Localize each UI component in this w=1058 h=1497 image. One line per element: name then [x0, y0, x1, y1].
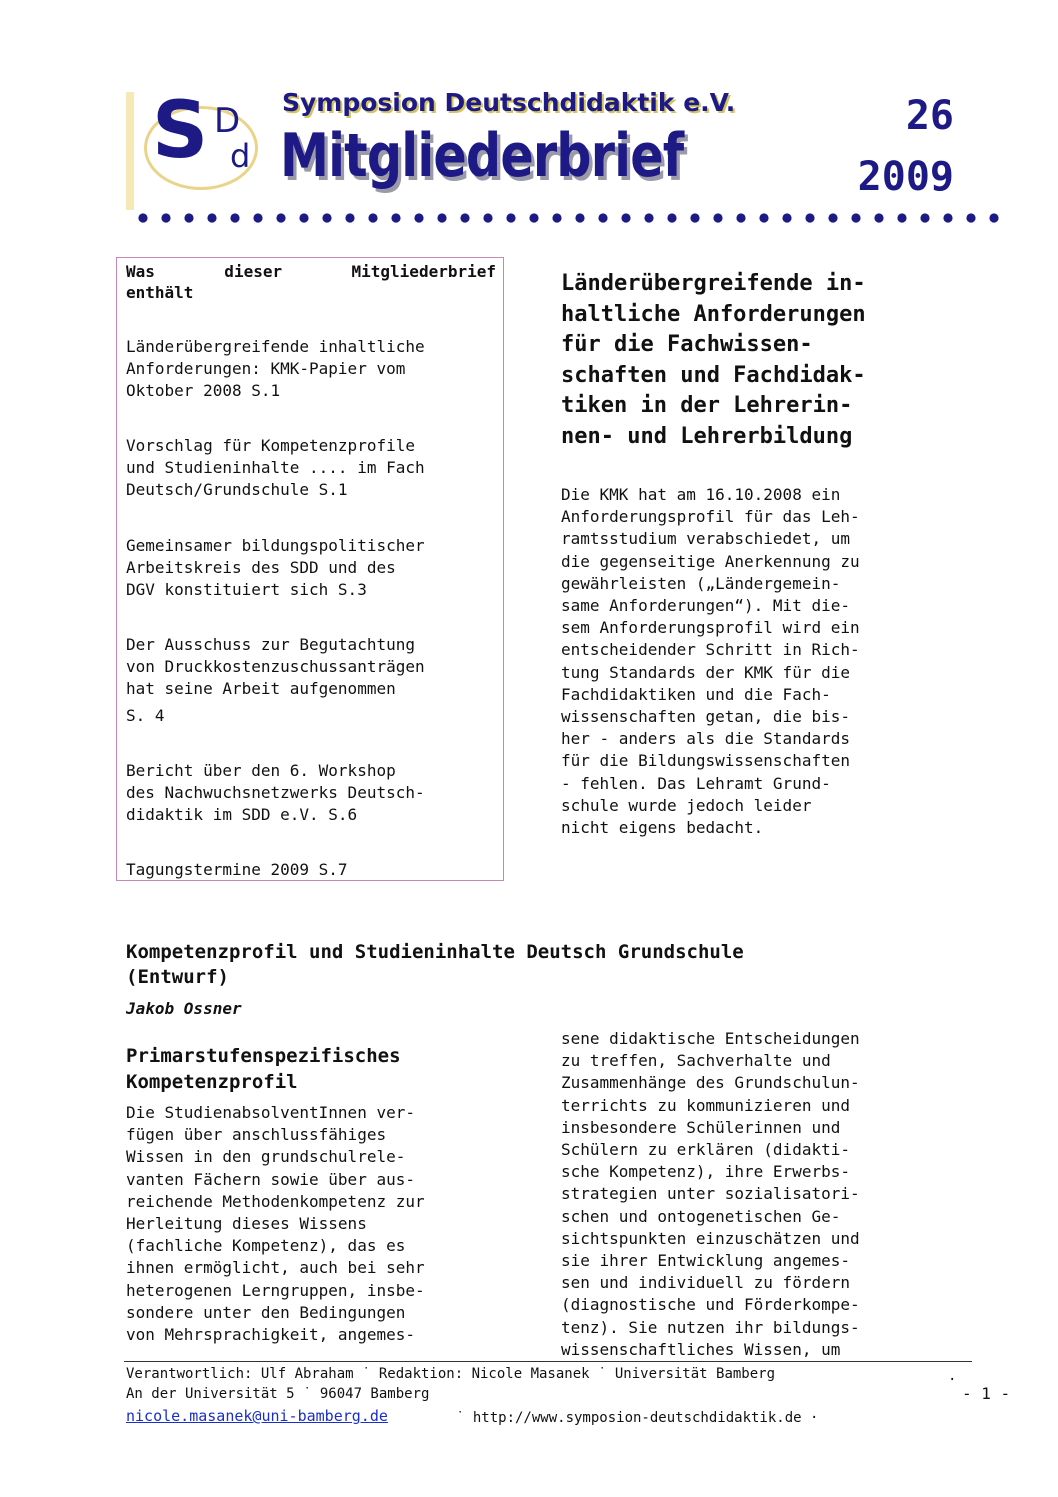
divider-dot — [276, 213, 285, 222]
toc-item: Länderübergreifende inhaltliche Anforderungen: KMK-Papier vom Oktober 2008 S.1 — [126, 337, 425, 400]
divider-dot — [736, 213, 745, 222]
divider-dot — [552, 213, 561, 222]
section-title: Kompetenzprofil und Studieninhalte Deutsch Grundschule (Entwurf) — [126, 941, 744, 988]
divider-dot — [184, 213, 193, 222]
toc-item: Tagungstermine 2009 S.7 — [126, 860, 348, 879]
divider-dot — [299, 213, 308, 222]
organization-name: Symposion Deutschdidaktik e.V. — [282, 88, 736, 117]
divider-dot — [828, 213, 837, 222]
divider-dot — [437, 213, 446, 222]
divider-dot — [138, 213, 147, 222]
divider-dot — [805, 213, 814, 222]
footer-rule — [124, 1361, 972, 1362]
divider-dot — [391, 213, 400, 222]
logo-accent-bar — [126, 92, 134, 210]
divider-dot — [966, 213, 975, 222]
divider-dot — [989, 213, 998, 222]
divider-dot — [874, 213, 883, 222]
toc-item: Der Ausschuss zur Begutachtung von Druckkostenzuschussanträgen hat seine Arbeit aufgenommen — [126, 635, 425, 698]
logo-letter-d-lower: d — [230, 137, 251, 175]
section-author: Jakob Ossner — [126, 999, 242, 1018]
toc-heading: Was dieser Mitgliederbrief — [126, 262, 496, 281]
divider-dot — [644, 213, 653, 222]
logo-letter-d-upper: D — [214, 101, 241, 141]
toc-item: S. 4 — [126, 706, 165, 725]
issue-year: 2009 — [857, 154, 954, 200]
issue-number: 26 — [905, 93, 954, 139]
divider-dot — [414, 213, 423, 222]
divider-dot — [483, 213, 492, 222]
body-column-right: sene didaktische Entscheidungen zu treffen, Sachverhalte und Zusammenhänge des Grundschulun- terrichts zu kommunizieren und insbesondere Schülerinnen und Schülern zu erklären (didakti- sche Kompetenz), ihre Erwerbs- strategien unter sozialisatori- schen und ontogenetischen Ge- sichtspunkten einzuschätzen und sie ihrer Entwicklung angemes- sen und individuell zu fördern (diagnostische und Förderkompe- tenz). Sie nutzen ihr bildungs- wissenschaftliches Wissen, um — [561, 1029, 860, 1359]
divider-dot — [690, 213, 699, 222]
toc-item: Gemeinsamer bildungspolitischer Arbeitskreis des SDD und des DGV konstituiert sich S.3 — [126, 536, 425, 599]
divider-dot — [897, 213, 906, 222]
section-subheading: Primarstufenspezifisches Kompetenzprofil — [126, 1045, 401, 1093]
footer-dot: . — [948, 1368, 957, 1384]
body-column-left: Die StudienabsolventInnen ver- fügen über anschlussfähiges Wissen in den grundschulrele- vanten Fächern sowie über aus- reichende Methodenkompetenz zur Herleitung dieses Wissens (fachliche Kompetenz), das es ihnen ermöglicht, auch bei sehr heterogenen Lerngruppen, insbe- sondere unter den Bedingungen von Mehrsprachigkeit, angemes- — [126, 1103, 425, 1345]
toc-item: Vorschlag für Kompetenzprofile und Studieninhalte .... im Fach Deutsch/Grundschule S.1 — [126, 436, 425, 499]
toc-heading-cont: enthält — [126, 283, 194, 302]
divider-dot — [460, 213, 469, 222]
divider-dot — [253, 213, 262, 222]
divider-dot — [851, 213, 860, 222]
feature-heading: Länderübergreifende in- haltliche Anforderungen für die Fachwissen- schaften und Fachdidak- tiken in der Lehrerin- nen- und Lehrerbildung — [561, 271, 866, 449]
divider-dot — [759, 213, 768, 222]
footer-website-url[interactable]: ˙ http://www.symposion-deutschdidaktik.de · — [456, 1410, 819, 1426]
divider-dot — [506, 213, 515, 222]
page-number: - 1 - — [962, 1384, 1011, 1403]
divider-dot — [920, 213, 929, 222]
divider-dot — [207, 213, 216, 222]
divider-dot — [713, 213, 722, 222]
footer-address: An der Universität 5 ˙ 96047 Bamberg — [126, 1386, 430, 1402]
feature-body: Die KMK hat am 16.10.2008 ein Anforderungsprofil für das Leh- ramtsstudium verabschiedet, um die gegenseitige Anerkennung zu gewährleisten („Ländergemein- same Anforderungen“). Mit die- sem Anforderungsprofil wird ein entscheidender Schritt in Rich- tung Standards der KMK für die Fachdidaktiken und die Fach- wissenschaften getan, die bis- her - anders als die Standards für die Bildungswissenschaften - fehlen. Das Lehramt Grund- schule wurde jedoch leider nicht eigens bedacht. — [561, 485, 860, 838]
divider-dot — [368, 213, 377, 222]
divider-dot — [782, 213, 791, 222]
divider-dot — [667, 213, 676, 222]
divider-dot — [598, 213, 607, 222]
divider-dot — [230, 213, 239, 222]
divider-dot — [621, 213, 630, 222]
divider-dot — [943, 213, 952, 222]
dotted-divider — [136, 210, 1006, 226]
toc-item: Bericht über den 6. Workshop des Nachwuchsnetzwerks Deutsch- didaktik im SDD e.V. S.6 — [126, 761, 425, 824]
logo-letter-s: S — [152, 86, 209, 176]
divider-dot — [575, 213, 584, 222]
footer-credits: Verantwortlich: Ulf Abraham ˙ Redaktion: Nicole Masanek ˙ Universität Bamberg — [126, 1366, 776, 1382]
divider-dot — [345, 213, 354, 222]
divider-dot — [322, 213, 331, 222]
divider-dot — [161, 213, 170, 222]
divider-dot — [529, 213, 538, 222]
footer-email-link[interactable]: nicole.masanek@uni-bamberg.de — [126, 1407, 388, 1425]
newsletter-title: Mitgliederbrief — [280, 121, 684, 191]
